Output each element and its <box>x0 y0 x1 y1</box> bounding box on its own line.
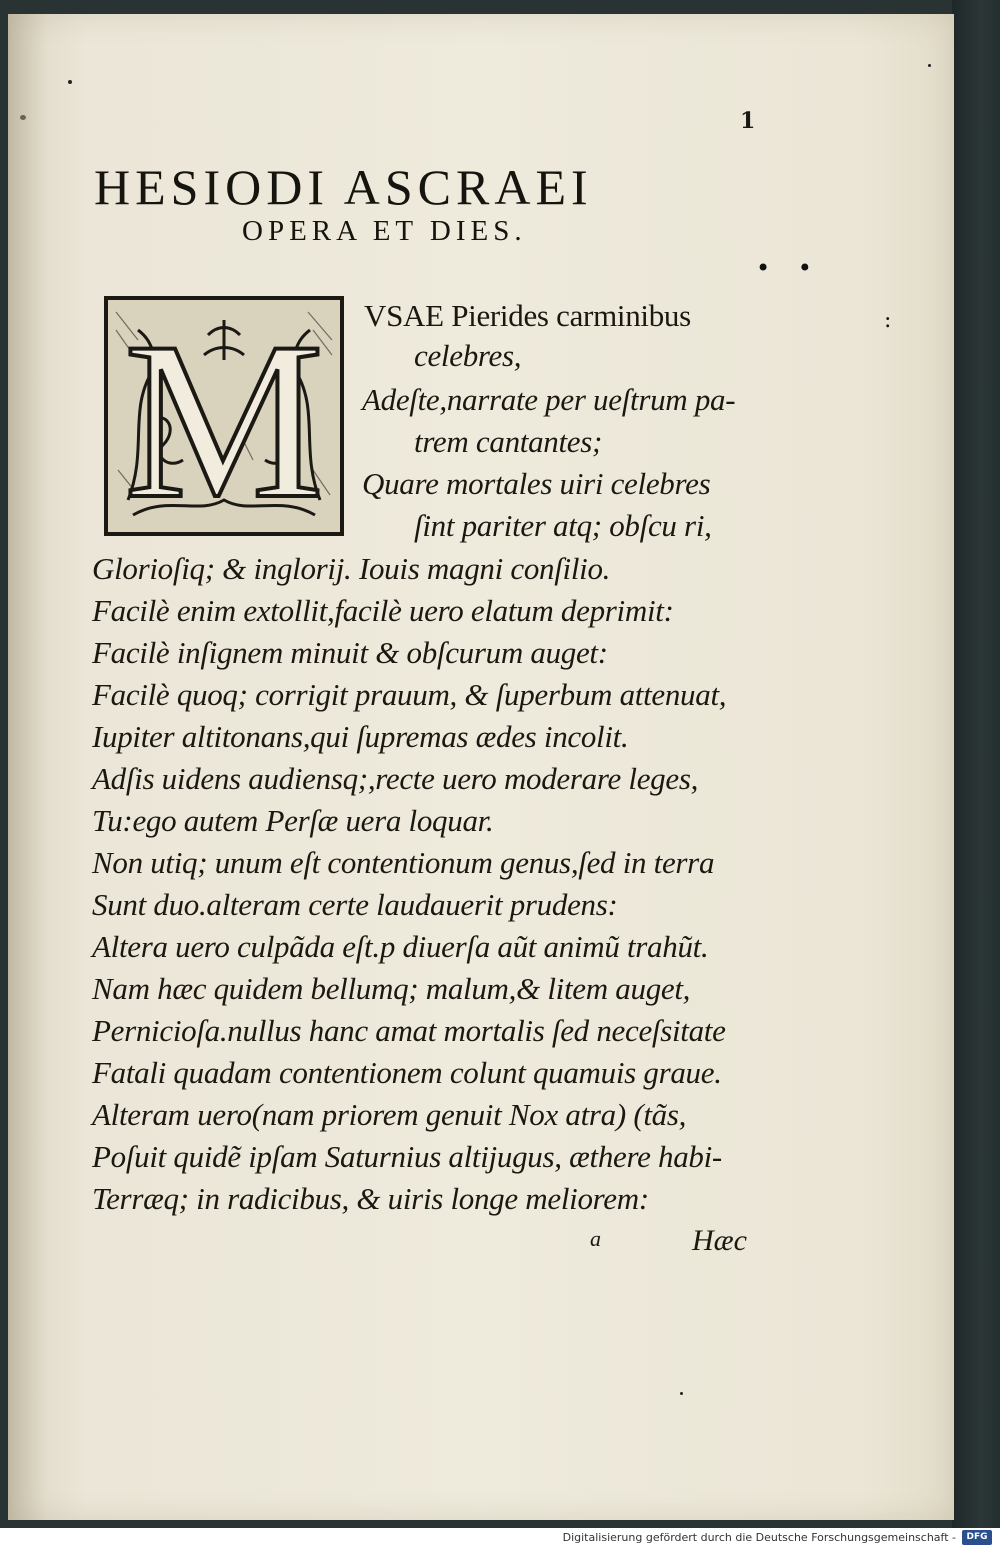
paper-speck <box>68 80 72 84</box>
paper-speck <box>928 64 931 67</box>
text-line: VSAE Pierides carminibus <box>364 298 691 333</box>
funding-credit: Digitalisierung gefördert durch die Deutsche Forschungsgemeinschaft - <box>562 1531 956 1544</box>
initial-letter-text: M <box>123 300 325 532</box>
folio-number: 1 <box>740 108 756 134</box>
text-line: Facilè quoq; corrigit prauum, & ſuperbum attenuat, <box>92 677 727 712</box>
page-subtitle: OPERA ET DIES. <box>242 215 527 247</box>
text-line: Non utiq; unum eſt contentionum genus,ſed in terra <box>92 845 715 880</box>
text-line: Facilè enim extollit,facilè uero elatum deprimit: <box>92 593 674 628</box>
text-line: celebres, <box>414 338 522 373</box>
text-line: trem cantantes; <box>414 424 603 459</box>
paper-speck <box>20 115 26 120</box>
text-line: Sunt duo.alteram certe laudauerit prudens: <box>92 887 618 922</box>
decorated-initial-letter <box>104 296 344 536</box>
text-line: Tu:ego autem Perſæ uera loquar. <box>92 803 494 838</box>
margin-mark: : <box>884 308 892 333</box>
text-line: Facilè inſignem minuit & obſcurum auget: <box>92 635 608 670</box>
text-line: Poſuit quidẽ ipſam Saturnius altijugus, æthere habi- <box>92 1139 722 1174</box>
text-line: Pernicioſa.nullus hanc amat mortalis ſed neceſsitate <box>92 1013 726 1048</box>
paper-speck <box>680 1392 683 1395</box>
text-line: Adſis uidens audiensq;,recte uero moderare leges, <box>92 761 699 796</box>
catchword: Hæc <box>692 1224 747 1257</box>
text-line: Altera uero culpãda eſt.p diuerſa aũt animũ trahũt. <box>92 929 709 964</box>
text-line: Terræq; in radicibus, & uiris longe meliorem: <box>92 1181 649 1216</box>
page-title: HESIODI ASCRAEI <box>94 159 593 215</box>
dfg-logo: DFG <box>962 1530 992 1545</box>
text-line: Adeſte,narrate per ueſtrum pa- <box>362 382 736 417</box>
text-line: Iupiter altitonans,qui ſupremas ædes incolit. <box>92 719 629 754</box>
ornament-dots: • • <box>756 254 822 282</box>
text-line: Nam hæc quidem bellumq; malum,& litem auget, <box>92 971 691 1006</box>
text-line: ſint pariter atq; obſcu ri, <box>414 508 712 543</box>
text-line: Glorioſiq; & inglorij. Iouis magni conſilio. <box>92 551 611 586</box>
scanner-background <box>952 0 1000 1528</box>
text-line: Fatali quadam contentionem colunt quamuis graue. <box>92 1055 722 1090</box>
page-gutter-shadow <box>8 14 48 1520</box>
text-line: Alteram uero(nam priorem genuit Nox atra) (tãs, <box>92 1097 687 1132</box>
signature-mark: a <box>590 1226 601 1251</box>
text-line: Quare mortales uiri celebres <box>362 466 711 501</box>
initial-ornament-icon <box>108 300 340 532</box>
